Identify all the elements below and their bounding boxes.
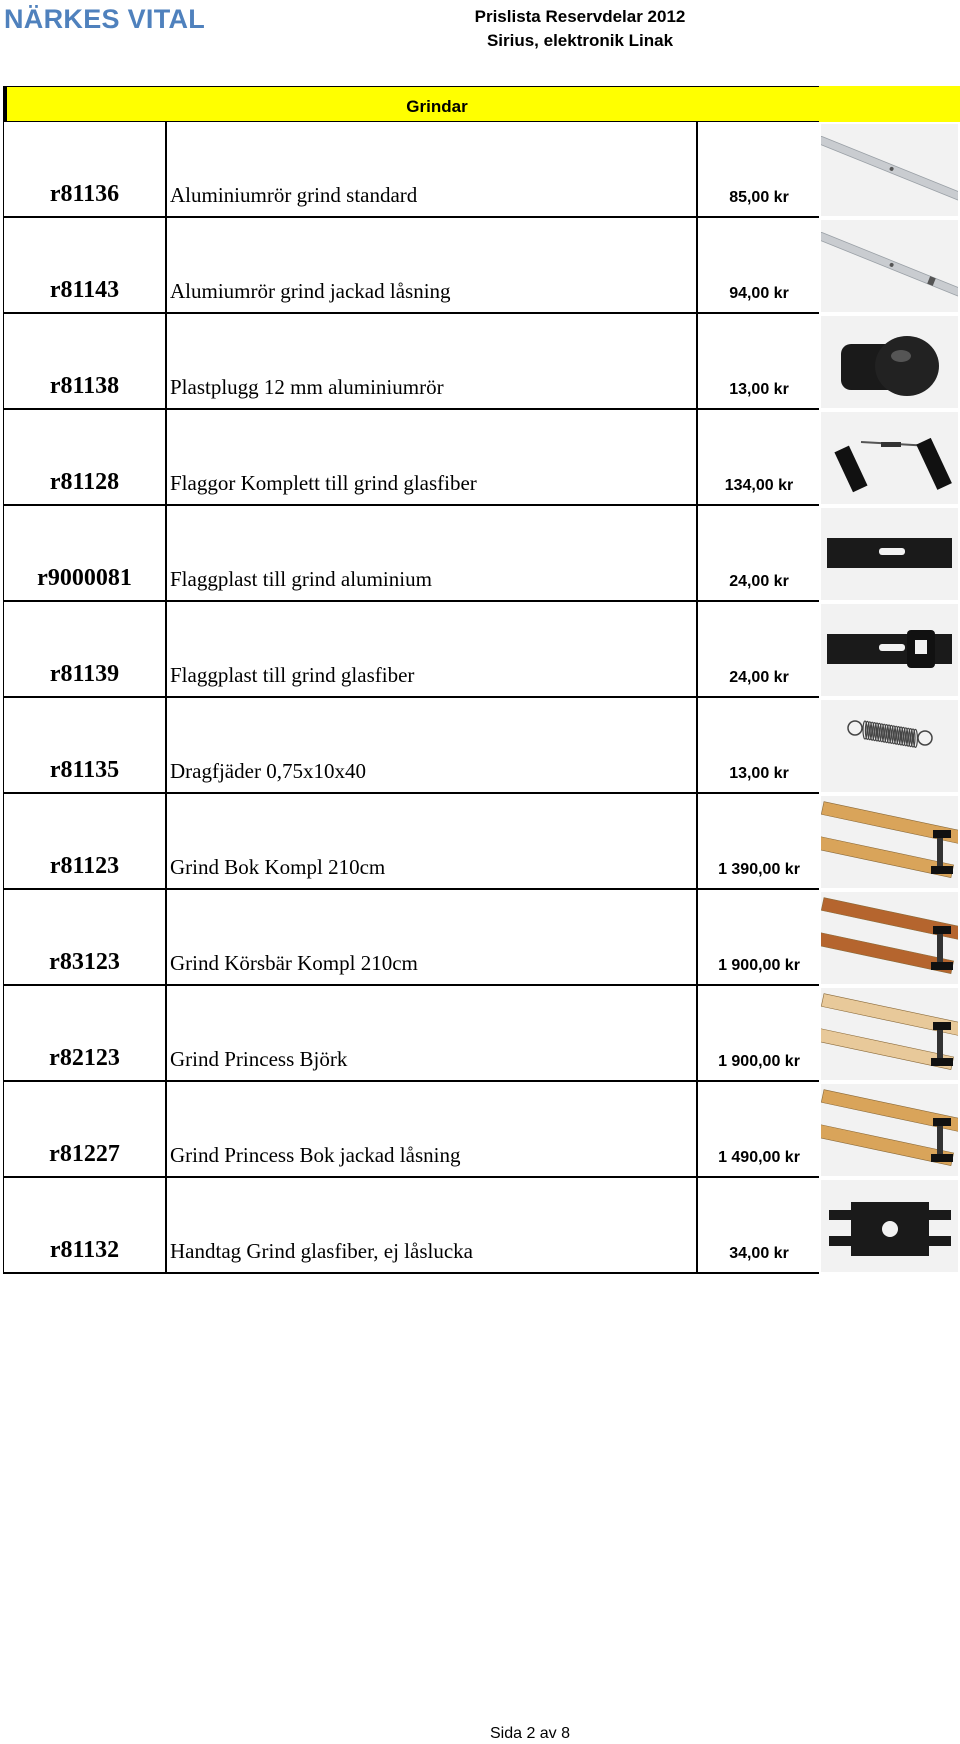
table-row: [3, 986, 819, 1082]
brand-logo: NÄRKES VITAL: [4, 4, 206, 34]
table-row: [3, 410, 819, 506]
category-bar-extension: [819, 86, 960, 122]
page-number: Sida 2 av 8: [489, 1725, 571, 1742]
article-code: r81128: [49, 469, 120, 495]
aluminium-tube-image: [821, 124, 958, 216]
article-price: 24,00 kr: [729, 573, 789, 590]
article-description: Flaggplast till grind glasfiber: [170, 663, 415, 687]
article-price: 34,00 kr: [729, 1245, 789, 1262]
article-price: 1 390,00 kr: [718, 861, 800, 878]
article-price: 1 490,00 kr: [718, 1149, 800, 1166]
article-description: Grind Bok Kompl 210cm: [170, 855, 386, 879]
column-divider: [165, 218, 167, 312]
category-header: [3, 86, 819, 122]
article-price: 134,00 kr: [724, 477, 794, 494]
article-code: r9000081: [37, 565, 132, 591]
article-code: r83123: [49, 949, 120, 975]
table-row: [3, 314, 819, 410]
article-description: Plastplugg 12 mm aluminiumrör: [170, 375, 444, 399]
handle-image: [821, 1180, 958, 1272]
document-title: Prislista Reservdelar 2012: [474, 7, 686, 26]
table-row: [3, 890, 819, 986]
table-row: [3, 1082, 819, 1178]
column-divider: [165, 1082, 167, 1176]
beech-rail-image: [821, 796, 958, 888]
spring-image: [821, 700, 958, 792]
flag-plastic-glassfiber-image: [821, 604, 958, 696]
table-row: [3, 602, 819, 698]
article-description: Aluminiumrör grind standard: [170, 183, 418, 207]
column-divider: [165, 698, 167, 792]
column-divider: [165, 410, 167, 504]
beech-rail-notched-image: [821, 1084, 958, 1176]
article-price: 13,00 kr: [729, 765, 789, 782]
article-price: 24,00 kr: [729, 669, 789, 686]
cherry-rail-image: [821, 892, 958, 984]
category-title: Grindar: [406, 97, 468, 116]
article-price: 1 900,00 kr: [718, 957, 800, 974]
article-code: r81135: [49, 757, 120, 783]
article-description: Alumiumrör grind jackad låsning: [170, 279, 451, 303]
column-divider: [165, 986, 167, 1080]
article-code: r81139: [49, 661, 120, 687]
article-price: 1 900,00 kr: [718, 1053, 800, 1070]
column-divider: [165, 1178, 167, 1272]
article-description: Handtag Grind glasfiber, ej låslucka: [170, 1239, 473, 1263]
table-row: [3, 218, 819, 314]
article-code: r81136: [49, 181, 120, 207]
column-divider: [165, 890, 167, 984]
article-code: r82123: [49, 1045, 120, 1071]
birch-rail-image: [821, 988, 958, 1080]
table-row: [3, 122, 819, 218]
article-code: r81143: [49, 277, 120, 303]
article-code: r81123: [49, 853, 120, 879]
table-row: [3, 698, 819, 794]
flag-plastic-image: [821, 508, 958, 600]
article-code: r81138: [49, 373, 120, 399]
table-row: [3, 506, 819, 602]
article-description: Flaggplast till grind aluminium: [170, 567, 432, 591]
table-row: [3, 794, 819, 890]
column-divider: [165, 314, 167, 408]
flag-set-image: [821, 412, 958, 504]
article-price: 85,00 kr: [729, 189, 789, 206]
column-divider: [165, 506, 167, 600]
article-code: r81227: [49, 1141, 120, 1167]
article-code: r81132: [49, 1237, 120, 1263]
column-divider: [165, 122, 167, 216]
article-description: Flaggor Komplett till grind glasfiber: [170, 471, 477, 495]
aluminium-tube-notched-image: [821, 220, 958, 312]
plastic-plug-image: [821, 316, 958, 408]
column-divider: [165, 794, 167, 888]
article-description: Grind Princess Bok jackad låsning: [170, 1143, 461, 1167]
article-description: Grind Körsbär Kompl 210cm: [170, 951, 418, 975]
table-row: [3, 1178, 819, 1274]
article-price: 94,00 kr: [729, 285, 789, 302]
column-divider: [165, 602, 167, 696]
article-description: Dragfjäder 0,75x10x40: [170, 759, 366, 783]
article-price: 13,00 kr: [729, 381, 789, 398]
document-subtitle: Sirius, elektronik Linak: [486, 31, 674, 50]
article-description: Grind Princess Björk: [170, 1047, 348, 1071]
